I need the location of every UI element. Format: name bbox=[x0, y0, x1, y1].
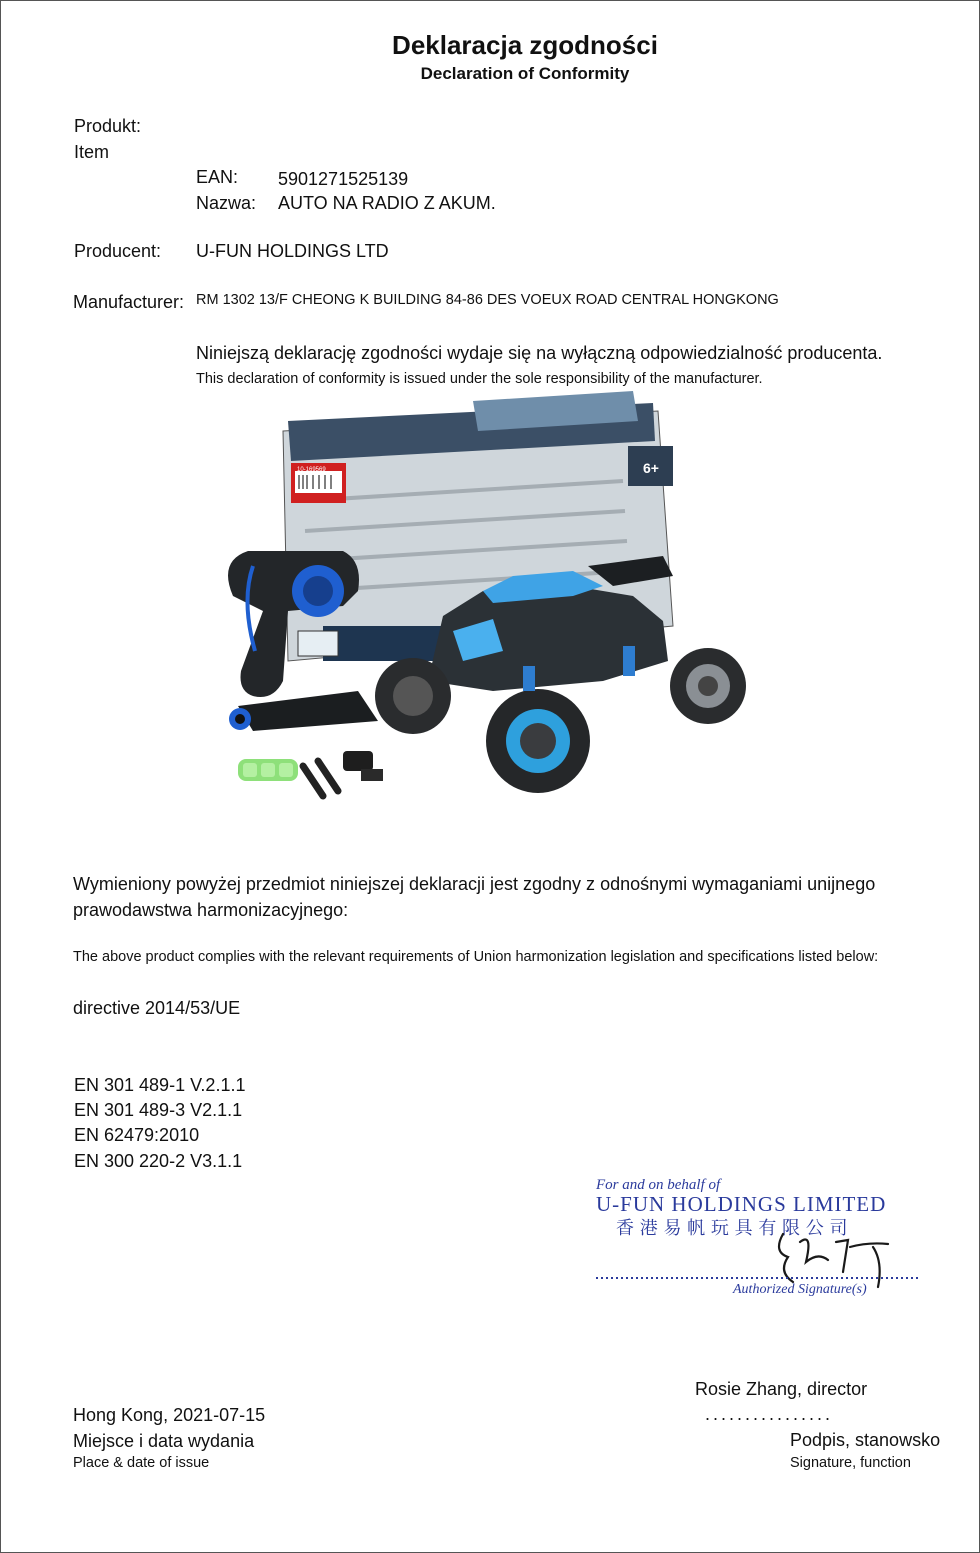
compliance-en: The above product complies with the relevant requirements of Union harmonization legislation and specifications listed below: bbox=[73, 949, 879, 965]
rc-car-illustration bbox=[193, 391, 758, 814]
ean-value: 5901271525139 bbox=[278, 169, 409, 189]
producer-name: U-FUN HOLDINGS LTD bbox=[196, 241, 389, 261]
signature-label-en: Signature, function bbox=[790, 1455, 911, 1471]
document-subtitle: Declaration of Conformity bbox=[420, 64, 630, 83]
place-date-label-en: Place & date of issue bbox=[73, 1455, 210, 1471]
standard-item: EN 301 489-1 V.2.1.1 bbox=[74, 1075, 246, 1095]
place-date-value: Hong Kong, 2021-07-15 bbox=[73, 1405, 266, 1425]
signature-dots: ................ bbox=[705, 1404, 834, 1424]
item-label-pl: Produkt: bbox=[74, 116, 142, 136]
standard-item: EN 62479:2010 bbox=[74, 1125, 200, 1145]
standard-item: EN 301 489-3 V2.1.1 bbox=[74, 1100, 243, 1120]
signature-label-pl: Podpis, stanowsko bbox=[790, 1430, 941, 1450]
name-value: AUTO NA RADIO Z AKUM. bbox=[278, 193, 496, 213]
producer-label: Producent: bbox=[74, 241, 162, 261]
responsibility-en: This declaration of conformity is issued under the sole responsibility of the manufacturer. bbox=[196, 371, 763, 387]
manufacturer-label: Manufacturer: bbox=[73, 292, 185, 312]
manufacturer-address: RM 1302 13/F CHEONG K BUILDING 84-86 DES VOEUX ROAD CENTRAL HONGKONG bbox=[196, 292, 779, 308]
responsibility-pl: Niniejszą deklarację zgodności wydaje się na wyłączną odpowiedzialność producenta. bbox=[196, 343, 883, 363]
name-label: Nazwa: bbox=[196, 193, 257, 213]
stamp-for-behalf: For and on behalf of bbox=[596, 1177, 721, 1193]
document-title: Deklaracja zgodności bbox=[392, 30, 658, 60]
stamp-company: U-FUN HOLDINGS LIMITED bbox=[596, 1192, 887, 1216]
stamp-authorized: Authorized Signature(s) bbox=[733, 1282, 867, 1297]
compliance-pl-line2: prawodawstwa harmonizacyjnego: bbox=[73, 900, 349, 920]
product-photo bbox=[193, 391, 758, 814]
company-stamp bbox=[588, 1172, 938, 1312]
box-code: 10-169569 bbox=[297, 467, 326, 473]
signatory-name: Rosie Zhang, director bbox=[695, 1379, 868, 1399]
item-label-en: Item bbox=[74, 142, 110, 162]
compliance-pl-line1: Wymieniony powyżej przedmiot niniejszej deklaracji jest zgodny z odnośnymi wymaganiami unijnego bbox=[73, 874, 876, 894]
directive: directive 2014/53/UE bbox=[73, 998, 241, 1018]
place-date-label-pl: Miejsce i data wydania bbox=[73, 1431, 255, 1451]
box-badge: 6+ bbox=[643, 460, 659, 476]
ean-label: EAN: bbox=[196, 167, 239, 187]
stamp-company-cn: 香 港 易 帆 玩 具 有 限 公 司 bbox=[616, 1218, 848, 1239]
standard-item: EN 300 220-2 V3.1.1 bbox=[74, 1151, 243, 1171]
